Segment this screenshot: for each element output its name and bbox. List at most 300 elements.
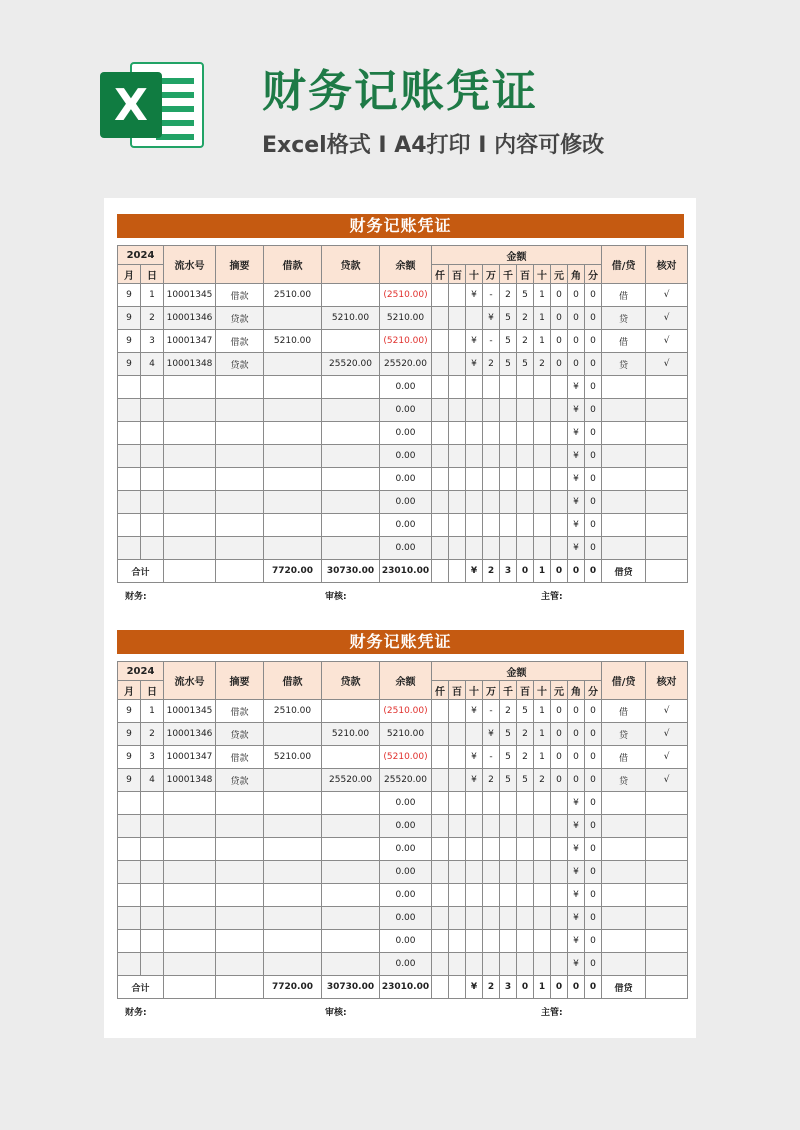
digit-cell: 5	[517, 353, 534, 376]
total-credit: 30730.00	[322, 560, 380, 583]
credit-cell	[322, 445, 380, 468]
balance-cell: 0.00	[380, 884, 432, 907]
check-cell	[646, 399, 688, 422]
table-row	[118, 907, 688, 930]
table-row	[118, 353, 688, 376]
digit-cell: 2	[500, 284, 517, 307]
digit-cell	[449, 838, 466, 861]
serial-cell	[164, 861, 216, 884]
digit-cell: 0	[568, 746, 585, 769]
year-header: 2024	[118, 246, 164, 265]
month-cell	[118, 537, 141, 560]
direction-cell: 借	[602, 700, 646, 723]
credit-cell	[322, 376, 380, 399]
balance-cell: 0.00	[380, 399, 432, 422]
serial-cell	[164, 907, 216, 930]
digit-header: 十	[466, 681, 483, 700]
table-row	[118, 884, 688, 907]
digit-cell: ¥	[568, 445, 585, 468]
month-cell: 9	[118, 723, 141, 746]
digit-cell	[551, 491, 568, 514]
digit-cell: 0	[568, 284, 585, 307]
voucher-2	[117, 630, 684, 1023]
balance-cell: 5210.00	[380, 723, 432, 746]
digit-cell	[534, 838, 551, 861]
table-row	[118, 838, 688, 861]
digit-cell: -	[483, 700, 500, 723]
balance-cell: 0.00	[380, 861, 432, 884]
digit-cell: 2	[483, 353, 500, 376]
digit-cell	[432, 330, 449, 353]
day-header: 日	[141, 265, 164, 284]
digit-cell: 5	[500, 769, 517, 792]
digit-cell	[466, 468, 483, 491]
total-direction: 借贷	[602, 976, 646, 999]
table-row	[118, 537, 688, 560]
digit-cell	[517, 792, 534, 815]
digit-cell: ¥	[568, 491, 585, 514]
credit-cell	[322, 537, 380, 560]
digit-cell	[483, 514, 500, 537]
digit-cell	[500, 376, 517, 399]
day-cell	[141, 399, 164, 422]
debit-cell	[264, 468, 322, 491]
digit-cell	[534, 514, 551, 537]
direction-cell: 借	[602, 746, 646, 769]
month-cell	[118, 445, 141, 468]
digit-header: 元	[551, 265, 568, 284]
digit-cell	[432, 792, 449, 815]
digit-cell	[534, 422, 551, 445]
digit-cell	[432, 746, 449, 769]
balance-header: 余额	[380, 662, 432, 700]
month-cell	[118, 815, 141, 838]
table-row	[118, 330, 688, 353]
debit-cell	[264, 422, 322, 445]
credit-cell	[322, 468, 380, 491]
table-row	[118, 930, 688, 953]
digit-cell	[534, 907, 551, 930]
digit-header: 十	[534, 681, 551, 700]
digit-cell: -	[483, 746, 500, 769]
digit-cell	[551, 422, 568, 445]
check-cell	[646, 445, 688, 468]
digit-cell	[517, 468, 534, 491]
digit-cell	[500, 907, 517, 930]
summary-cell	[216, 491, 264, 514]
digit-cell	[449, 769, 466, 792]
digit-cell: ¥	[568, 907, 585, 930]
digit-cell	[534, 468, 551, 491]
month-cell: 9	[118, 307, 141, 330]
digit-cell: 0	[585, 815, 602, 838]
table-row	[118, 307, 688, 330]
digit-cell: 5	[500, 307, 517, 330]
day-cell	[141, 422, 164, 445]
voucher-title: 财务记账凭证	[117, 630, 684, 654]
month-cell	[118, 838, 141, 861]
credit-cell	[322, 399, 380, 422]
digit-cell	[449, 376, 466, 399]
direction-cell: 贷	[602, 353, 646, 376]
table-row	[118, 700, 688, 723]
check-cell: √	[646, 769, 688, 792]
digit-cell	[517, 445, 534, 468]
digit-header: 百	[517, 681, 534, 700]
digit-cell	[483, 422, 500, 445]
summary-cell	[216, 792, 264, 815]
serial-cell	[164, 838, 216, 861]
table-row	[118, 491, 688, 514]
digit-header: 分	[585, 681, 602, 700]
digit-cell	[432, 907, 449, 930]
digit-cell	[500, 445, 517, 468]
digit-cell	[551, 907, 568, 930]
credit-cell	[322, 907, 380, 930]
digit-cell	[500, 953, 517, 976]
digit-cell	[466, 537, 483, 560]
digit-cell: 1	[534, 284, 551, 307]
digit-cell: 0	[585, 884, 602, 907]
balance-cell: 0.00	[380, 445, 432, 468]
digit-cell	[432, 284, 449, 307]
direction-cell: 贷	[602, 769, 646, 792]
check-cell	[646, 514, 688, 537]
digit-cell: ¥	[568, 376, 585, 399]
digit-cell: ¥	[568, 399, 585, 422]
credit-cell	[322, 284, 380, 307]
day-cell	[141, 468, 164, 491]
balance-cell: 0.00	[380, 376, 432, 399]
balance-cell: 0.00	[380, 838, 432, 861]
table-row	[118, 815, 688, 838]
digit-cell: 5	[517, 769, 534, 792]
balance-cell: 0.00	[380, 930, 432, 953]
digit-cell	[466, 861, 483, 884]
balance-cell: 0.00	[380, 468, 432, 491]
credit-cell: 5210.00	[322, 307, 380, 330]
digit-cell	[551, 838, 568, 861]
digit-cell	[534, 861, 551, 884]
direction-cell	[602, 514, 646, 537]
balance-header: 余额	[380, 246, 432, 284]
digit-cell	[517, 930, 534, 953]
check-cell	[646, 491, 688, 514]
digit-cell	[432, 838, 449, 861]
direction-cell	[602, 537, 646, 560]
digit-cell: ¥	[483, 723, 500, 746]
digit-cell	[551, 792, 568, 815]
digit-cell	[466, 399, 483, 422]
digit-cell	[432, 468, 449, 491]
digit-header: 百	[449, 265, 466, 284]
digit-cell: 0	[551, 560, 568, 583]
digit-cell: 3	[500, 976, 517, 999]
digit-cell	[432, 723, 449, 746]
credit-cell	[322, 491, 380, 514]
direction-cell	[602, 907, 646, 930]
digit-cell	[517, 838, 534, 861]
table-row	[118, 792, 688, 815]
digit-cell: ¥	[568, 838, 585, 861]
debit-cell	[264, 838, 322, 861]
digit-cell	[551, 376, 568, 399]
digit-cell: ¥	[483, 307, 500, 330]
summary-cell	[216, 445, 264, 468]
day-cell: 1	[141, 700, 164, 723]
balance-cell: 0.00	[380, 815, 432, 838]
debit-cell	[264, 861, 322, 884]
digit-cell	[449, 792, 466, 815]
day-cell	[141, 861, 164, 884]
digit-cell	[466, 815, 483, 838]
digit-cell: 0	[585, 376, 602, 399]
cell	[216, 976, 264, 999]
balance-cell: 0.00	[380, 514, 432, 537]
summary-cell	[216, 884, 264, 907]
digit-cell	[483, 930, 500, 953]
debit-cell: 2510.00	[264, 284, 322, 307]
cell	[646, 560, 688, 583]
debit-cell	[264, 353, 322, 376]
digit-cell: 0	[551, 700, 568, 723]
finance-signature: 财务:	[125, 1008, 147, 1018]
digit-cell: 0	[585, 399, 602, 422]
table-row	[118, 723, 688, 746]
digit-cell: -	[483, 330, 500, 353]
digit-cell: ¥	[466, 330, 483, 353]
summary-cell	[216, 514, 264, 537]
balance-cell: 0.00	[380, 907, 432, 930]
digit-cell: ¥	[568, 861, 585, 884]
debit-header: 借款	[264, 662, 322, 700]
digit-cell	[466, 307, 483, 330]
digit-cell: 0	[585, 976, 602, 999]
balance-cell: 0.00	[380, 491, 432, 514]
digit-cell	[432, 399, 449, 422]
credit-header: 贷款	[322, 246, 380, 284]
digit-cell	[483, 376, 500, 399]
digit-cell	[534, 399, 551, 422]
digit-cell	[432, 953, 449, 976]
digit-header: 十	[534, 265, 551, 284]
digit-cell: 1	[534, 976, 551, 999]
credit-cell	[322, 330, 380, 353]
direction-cell	[602, 468, 646, 491]
month-cell: 9	[118, 769, 141, 792]
digit-cell	[449, 861, 466, 884]
digit-cell	[483, 399, 500, 422]
direction-header: 借/贷	[602, 246, 646, 284]
total-balance: 23010.00	[380, 560, 432, 583]
credit-cell: 25520.00	[322, 769, 380, 792]
digit-cell	[466, 838, 483, 861]
balance-cell: 0.00	[380, 953, 432, 976]
digit-cell: 0	[585, 700, 602, 723]
direction-cell	[602, 930, 646, 953]
digit-cell	[534, 792, 551, 815]
day-cell	[141, 537, 164, 560]
debit-cell	[264, 884, 322, 907]
day-cell: 4	[141, 353, 164, 376]
serial-cell: 10001347	[164, 746, 216, 769]
month-cell	[118, 884, 141, 907]
total-debit: 7720.00	[264, 560, 322, 583]
serial-cell	[164, 491, 216, 514]
digit-cell	[432, 376, 449, 399]
debit-cell	[264, 399, 322, 422]
month-cell	[118, 514, 141, 537]
serial-cell	[164, 422, 216, 445]
check-cell	[646, 792, 688, 815]
digit-cell: 0	[585, 284, 602, 307]
digit-header: 千	[500, 265, 517, 284]
amount-header: 金额	[432, 246, 602, 265]
direction-cell	[602, 445, 646, 468]
direction-cell	[602, 953, 646, 976]
digit-cell: 0	[585, 491, 602, 514]
digit-cell	[517, 884, 534, 907]
serial-cell	[164, 514, 216, 537]
digit-cell	[534, 953, 551, 976]
credit-cell	[322, 792, 380, 815]
day-cell	[141, 930, 164, 953]
cell	[164, 560, 216, 583]
digit-cell: 1	[534, 700, 551, 723]
summary-cell	[216, 376, 264, 399]
page-title: 财务记账凭证	[262, 66, 538, 117]
digit-cell	[517, 907, 534, 930]
month-cell	[118, 930, 141, 953]
total-row	[118, 976, 688, 999]
balance-cell: 0.00	[380, 792, 432, 815]
digit-cell	[449, 514, 466, 537]
cell	[216, 560, 264, 583]
debit-header: 借款	[264, 246, 322, 284]
summary-cell	[216, 468, 264, 491]
digit-cell: 0	[585, 861, 602, 884]
day-cell: 4	[141, 769, 164, 792]
debit-cell	[264, 769, 322, 792]
direction-cell: 借	[602, 284, 646, 307]
month-cell: 9	[118, 700, 141, 723]
balance-cell: 5210.00	[380, 307, 432, 330]
digit-cell	[483, 861, 500, 884]
month-cell	[118, 792, 141, 815]
credit-cell	[322, 884, 380, 907]
serial-cell	[164, 884, 216, 907]
credit-cell	[322, 700, 380, 723]
digit-cell	[432, 861, 449, 884]
digit-cell	[449, 537, 466, 560]
digit-cell	[466, 792, 483, 815]
digit-cell: ¥	[466, 700, 483, 723]
digit-cell	[449, 953, 466, 976]
direction-cell	[602, 376, 646, 399]
supervisor-signature: 主管:	[541, 592, 563, 602]
debit-cell: 5210.00	[264, 746, 322, 769]
digit-cell: ¥	[568, 468, 585, 491]
table-row	[118, 468, 688, 491]
digit-cell	[551, 930, 568, 953]
digit-cell: 0	[551, 307, 568, 330]
digit-cell: 0	[568, 330, 585, 353]
digit-cell	[500, 861, 517, 884]
total-row	[118, 560, 688, 583]
serial-cell	[164, 792, 216, 815]
digit-cell	[432, 815, 449, 838]
digit-cell: 0	[551, 723, 568, 746]
serial-cell	[164, 537, 216, 560]
total-balance: 23010.00	[380, 976, 432, 999]
digit-cell	[466, 907, 483, 930]
direction-cell	[602, 838, 646, 861]
digit-cell	[483, 445, 500, 468]
summary-cell	[216, 537, 264, 560]
digit-cell	[500, 792, 517, 815]
month-cell: 9	[118, 330, 141, 353]
digit-cell	[551, 953, 568, 976]
credit-cell	[322, 514, 380, 537]
debit-cell	[264, 723, 322, 746]
digit-cell: ¥	[568, 422, 585, 445]
digit-header: 元	[551, 681, 568, 700]
balance-cell: 0.00	[380, 422, 432, 445]
digit-cell	[517, 514, 534, 537]
total-label: 合计	[118, 976, 164, 999]
digit-cell	[449, 445, 466, 468]
digit-header: 十	[466, 265, 483, 284]
check-cell	[646, 953, 688, 976]
serial-cell: 10001347	[164, 330, 216, 353]
digit-cell: ¥	[466, 769, 483, 792]
audit-signature: 审核:	[325, 1008, 347, 1018]
digit-cell	[517, 815, 534, 838]
month-cell	[118, 907, 141, 930]
amount-header: 金额	[432, 662, 602, 681]
check-cell: √	[646, 746, 688, 769]
digit-cell	[449, 723, 466, 746]
serial-cell	[164, 376, 216, 399]
digit-header: 万	[483, 265, 500, 284]
digit-cell: 0	[551, 353, 568, 376]
digit-cell	[551, 861, 568, 884]
digit-cell	[483, 491, 500, 514]
check-cell: √	[646, 723, 688, 746]
credit-cell	[322, 953, 380, 976]
table-row	[118, 284, 688, 307]
summary-header: 摘要	[216, 662, 264, 700]
check-cell	[646, 376, 688, 399]
digit-cell	[500, 930, 517, 953]
digit-cell: 0	[585, 445, 602, 468]
debit-cell	[264, 953, 322, 976]
day-cell	[141, 838, 164, 861]
digit-cell: ¥	[466, 353, 483, 376]
digit-cell	[466, 491, 483, 514]
balance-cell: 25520.00	[380, 353, 432, 376]
digit-cell: 0	[585, 537, 602, 560]
digit-cell: 2	[500, 700, 517, 723]
digit-cell	[449, 399, 466, 422]
digit-cell: 0	[517, 560, 534, 583]
digit-cell: ¥	[568, 884, 585, 907]
debit-cell	[264, 537, 322, 560]
digit-cell	[534, 815, 551, 838]
digit-cell	[432, 930, 449, 953]
digit-cell	[449, 284, 466, 307]
check-cell	[646, 930, 688, 953]
